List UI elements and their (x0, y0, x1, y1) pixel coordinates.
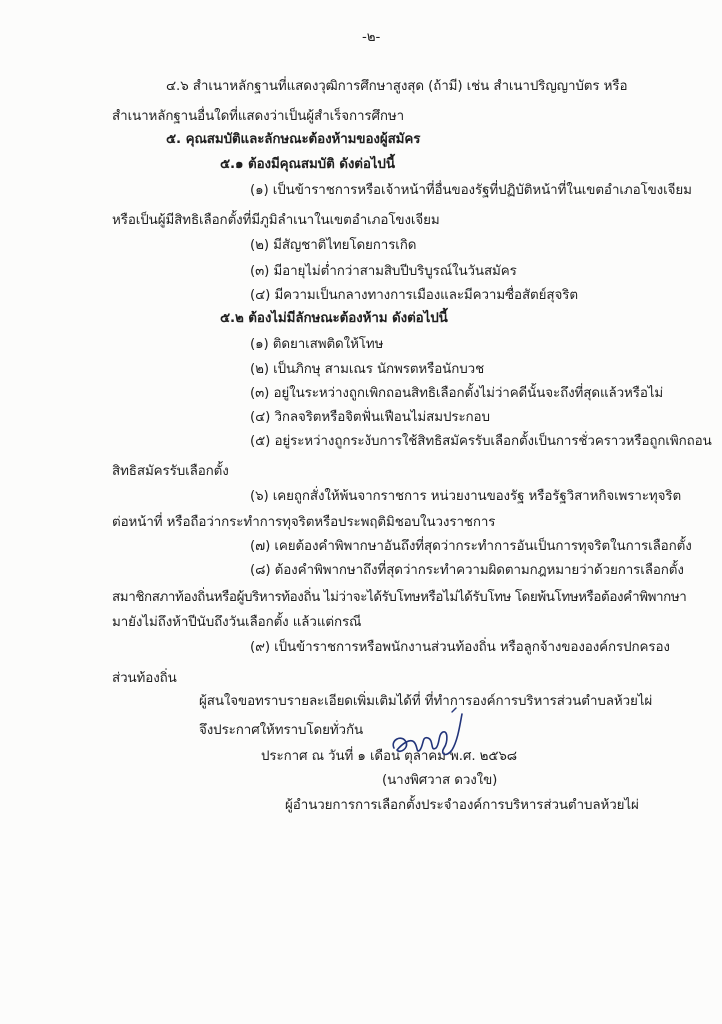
doc-line: (๔) มีความเป็นกลางทางการเมืองและมีความซื่อสัตย์สุจริต (250, 288, 578, 303)
doc-line: ผู้สนใจขอทราบรายละเอียดเพิ่มเติมได้ที่ ที่ทำการองค์การบริหารส่วนตำบลห้วยไผ่ (199, 694, 653, 709)
signer-title: ผู้อำนวยการการเลือกตั้งประจำองค์การบริหารส่วนตำบลห้วยไผ่ (285, 798, 639, 813)
signature (388, 704, 468, 766)
doc-line: หรือเป็นผู้มีสิทธิเลือกตั้งที่มีภูมิลำเนาในเขตอำเภอโขงเจียม (112, 213, 440, 228)
doc-line: ต่อหน้าที่ หรือถือว่ากระทำการทุจริตหรือประพฤติมิชอบในวงราชการ (112, 515, 496, 530)
doc-line: จึงประกาศให้ทราบโดยทั่วกัน (199, 723, 364, 738)
doc-line: (๓) อยู่ในระหว่างถูกเพิกถอนสิทธิเลือกตั้งไม่ว่าคดีนั้นจะถึงที่สุดแล้วหรือไม่ (250, 386, 664, 401)
doc-line: (๒) มีสัญชาติไทยโดยการเกิด (250, 238, 417, 253)
doc-line: สิทธิสมัครรับเลือกตั้ง (112, 464, 229, 479)
doc-line: ๔.๖ สำเนาหลักฐานที่แสดงวุฒิการศึกษาสูงสุด (ถ้ามี) เช่น สำเนาปริญญาบัตร หรือ (166, 79, 628, 94)
doc-line: (๘) ต้องคำพิพากษาถึงที่สุดว่ากระทำความผิดตามกฎหมายว่าด้วยการเลือกตั้ง (250, 563, 684, 578)
doc-line: (๑) ติดยาเสพติดให้โทษ (250, 337, 384, 352)
subsection-heading: ๕.๒ ต้องไม่มีลักษณะต้องห้าม ดังต่อไปนี้ (220, 311, 448, 326)
section-heading: ๕. คุณสมบัติและลักษณะต้องห้ามของผู้สมัคร (166, 132, 421, 147)
signer-name: (นางพิศวาส ดวงใข) (382, 773, 498, 788)
doc-line: (๗) เคยต้องคำพิพากษาอันถึงที่สุดว่ากระทำการอันเป็นการทุจริตในการเลือกตั้ง (250, 539, 692, 554)
doc-line: ส่วนท้องถิ่น (112, 671, 177, 686)
doc-line: (๓) มีอายุไม่ต่ำกว่าสามสิบปีบริบูรณ์ในวันสมัคร (250, 264, 517, 279)
doc-line: (๖) เคยถูกสั่งให้พ้นจากราชการ หน่วยงานของรัฐ หรือรัฐวิสาหกิจเพราะทุจริต (250, 489, 682, 504)
doc-line: (๒) เป็นภิกษุ สามเณร นักพรตหรือนักบวช (250, 362, 485, 377)
doc-line: สมาชิกสภาท้องถิ่นหรือผู้บริหารท้องถิ่น ไม่ว่าจะได้รับโทษหรือไม่ได้รับโทษ โดยพ้นโทษหรือต้องคำพิพากษา (112, 590, 687, 605)
doc-line: (๔) วิกลจริตหรือจิตฟั่นเฟือนไม่สมประกอบ (250, 410, 490, 425)
doc-line: สำเนาหลักฐานอื่นใดที่แสดงว่าเป็นผู้สำเร็จการศึกษา (112, 109, 405, 124)
doc-line: มายังไม่ถึงห้าปีนับถึงวันเลือกตั้ง แล้วแต่กรณี (112, 615, 362, 630)
doc-line: (๑) เป็นข้าราชการหรือเจ้าหน้าที่อื่นของรัฐที่ปฏิบัติหน้าที่ในเขตอำเภอโขงเจียม (250, 183, 692, 198)
doc-line: (๕) อยู่ระหว่างถูกระงับการใช้สิทธิสมัครรับเลือกตั้งเป็นการชั่วคราวหรือถูกเพิกถอน (250, 434, 712, 449)
subsection-heading: ๕.๑ ต้องมีคุณสมบัติ ดังต่อไปนี้ (220, 157, 395, 172)
doc-line: (๙) เป็นข้าราชการหรือพนักงานส่วนท้องถิ่น หรือลูกจ้างขององค์กรปกครอง (250, 640, 670, 655)
page-number: -๒- (362, 30, 381, 45)
announcement-date: ประกาศ ณ วันที่ ๑ เดือน ตุลาคม พ.ศ. ๒๕๖๘ (261, 749, 518, 764)
